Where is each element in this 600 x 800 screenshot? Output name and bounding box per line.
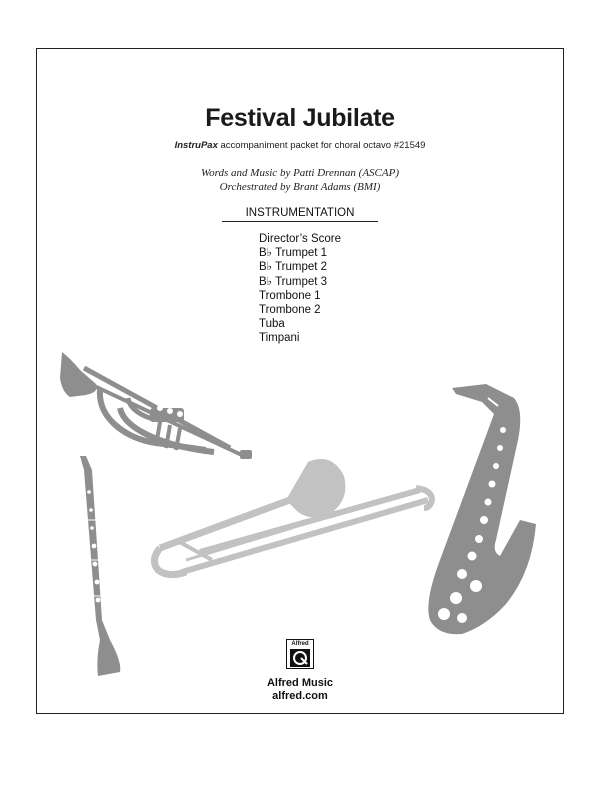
publisher-info [0,677,600,703]
instrument-item: B♭ Trumpet 1 [259,247,328,260]
trumpet-icon [60,352,252,459]
words-music-credit: Words and Music by Patti Drennan (ASCAP) [201,167,399,179]
clarinet-icon [80,456,120,676]
instrument-item: B♭ Trumpet 2 [259,261,328,274]
publisher-name: Alfred Music [266,677,333,689]
alfred-logo-mark [290,649,310,667]
instrument-item: Trombone 1 [259,289,321,302]
saxophone-icon [428,384,536,634]
publisher-url[interactable]: alfred.com [272,690,328,702]
instrupax-brand: InstruPax [174,140,218,151]
orchestration-credit: Orchestrated by Brant Adams (BMI) [219,181,381,193]
instrument-item: Timpani [259,332,300,345]
instrument-item: B♭ Trumpet 3 [259,275,328,288]
trombone-icon [154,459,432,575]
alfred-logo [286,639,314,669]
page-title: Festival Jubilate [205,104,395,132]
instrument-item: Trombone 2 [259,304,321,317]
alfred-logo-text: Alfred [291,641,309,647]
subtitle-text: accompaniment packet for choral octavo #21549 [217,140,426,151]
instrument-item: Tuba [259,318,285,331]
instrument-item: Director’s Score [259,233,342,245]
instrumentation-heading: INSTRUMENTATION [222,207,378,222]
